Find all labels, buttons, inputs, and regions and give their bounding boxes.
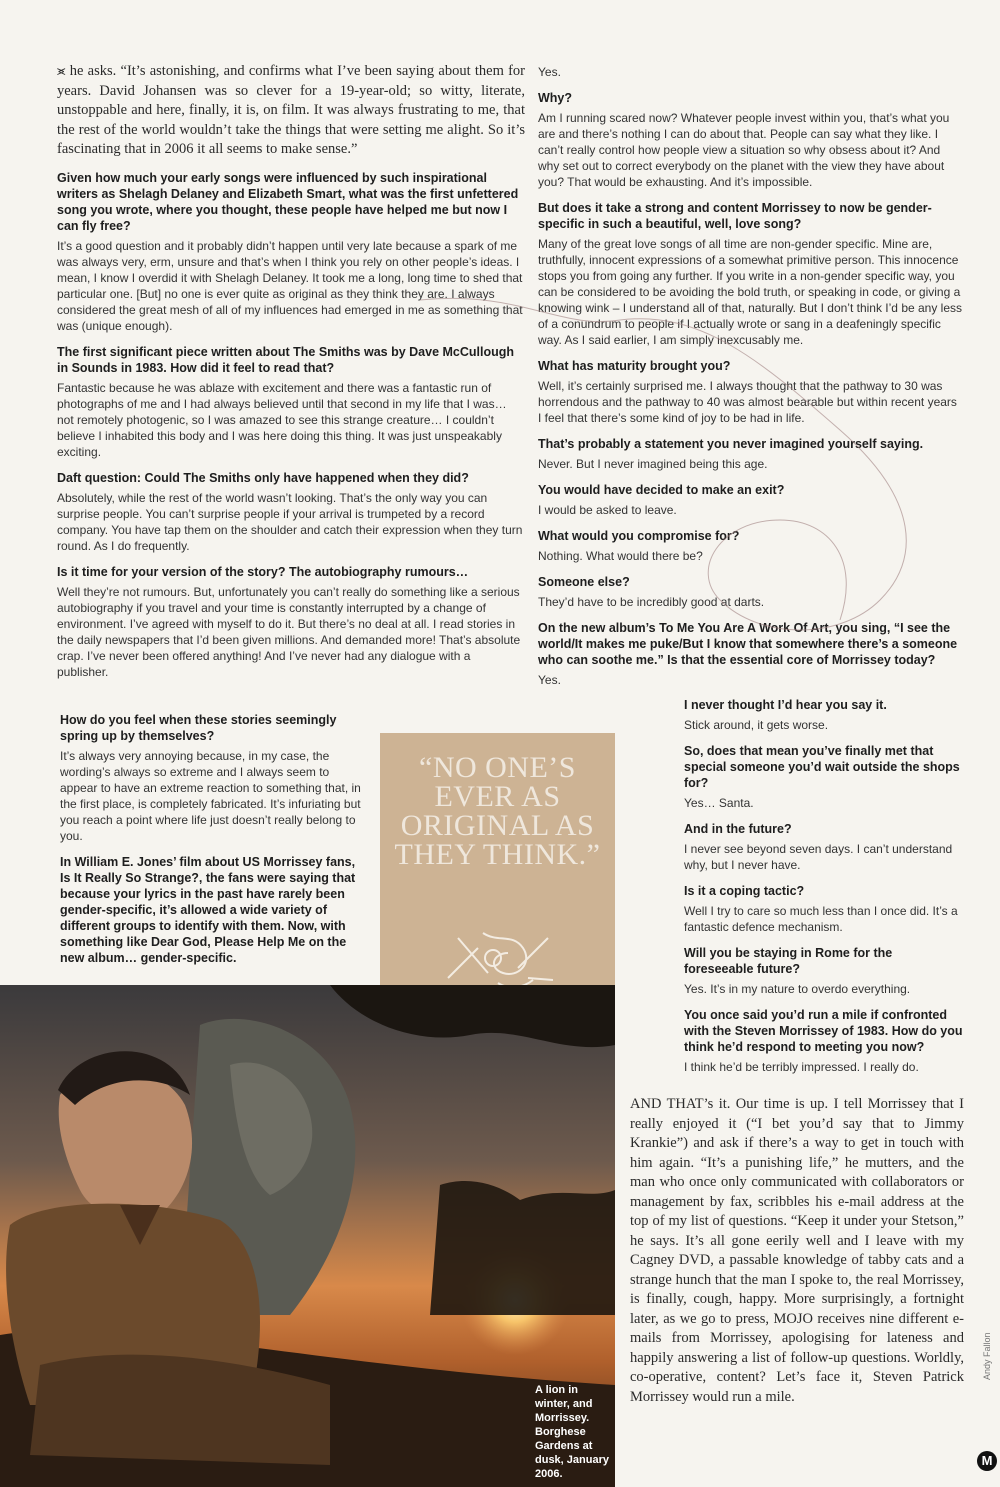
question: Someone else? [538, 575, 630, 589]
answer: Stick around, it gets worse. [684, 718, 829, 732]
answer: They’d have to be incredibly good at darts. [538, 595, 765, 609]
left-narrow-column [60, 712, 365, 970]
question: That’s probably a statement you never imagined yourself saying. [538, 437, 924, 451]
left-qa-list [57, 170, 525, 680]
photo-credit: Andy Fallon [982, 1332, 992, 1380]
answer: Yes… Santa. [684, 796, 754, 810]
question: Will you be staying in Rome for the foreseeable future? [684, 946, 893, 976]
right-column [538, 64, 963, 698]
pull-quote: “NO ONE’S EVER AS ORIGINAL AS THEY THINK.” [394, 751, 601, 871]
question: Daft question: Could The Smiths only have happened when they did? [57, 470, 469, 485]
photo-illustration [0, 985, 615, 1487]
right-narrow-column [630, 697, 965, 1417]
answer: It’s always very annoying because, in my case, the wording’s always so extreme and I always seem to appear to have an extreme reaction to something that, in the first place, is completely fabricated. It’s infuriating but you reach a point where life just doesn’t really belong to you. [60, 749, 361, 843]
answer: Fantastic because he was ablaze with excitement and there was a fantastic run of photographs of me and I had always believed until that second in my life that I was… not remotely photogenic, so I was amazed to see this strange creature… I couldn’t believe I inhabited this body and I was here doing this thing. It was just unspeakably exciting. [57, 380, 507, 459]
question: You would have decided to make an exit? [538, 483, 785, 497]
answer: Absolutely, while the rest of the world wasn’t looking. That’s the only way you can surprise people. You can’t surprise people if your arrival is trumpeted by a record company. You have tap them on the shoulder and catch their expression when they turn round. As I do frequently. [57, 490, 523, 553]
question: Is it time for your version of the story? The autobiography rumours… [57, 564, 469, 579]
mojo-logo: M [977, 1451, 997, 1471]
answer: Many of the great love songs of all time are non-gender specific. Mine are, truthfully, innocent expressions of a somewhat primitive person. This innocence stops you from going any further. If you write in a non-gender specific way, you can be considered to be avoiding the bold truth, or speaking in code, or giving a knowing wink – I understand all of that, naturally. But I don’t think I’d be any less of a conundrum to people if I actually wrote or sang in a deafeningly specific way. As I said earlier, I am simply inexcusably me. [538, 237, 963, 347]
question: So, does that mean you’ve finally met that special someone you’d wait outside the shops for? [684, 744, 960, 790]
question: And in the future? [684, 822, 792, 836]
answer: Well, it’s certainly surprised me. I always thought that the pathway to 30 was horrendous and the pathway to 40 was almost bearable but within recent years I feel that there’s some kind of joy to be had in life. [538, 379, 957, 425]
lead-paragraph-text: he asks. “It’s astonishing, and confirms what I’ve been saying about them for years. David Johansen was so clever for a 19-year-old; so witty, literate, unstoppable and here, finally, it is, on film. It was always frustrating to me, that the rest of the world wouldn’t take the things that were setting me alight. So it’s fascinating that in 2006 it all seems to make sense.” [57, 63, 526, 157]
question: You once said you’d run a mile if confronted with the Steven Morrissey of 1983. How do you think he’d respond to meeting you now? [684, 1008, 963, 1054]
right-narrow-qa-list [630, 697, 965, 1075]
answer: Yes. [538, 673, 561, 687]
question: I never thought I’d hear you say it. [684, 698, 887, 712]
answer: Yes. [538, 65, 561, 79]
answer: I never see beyond seven days. I can’t understand why, but I never have. [684, 842, 953, 872]
closing-paragraph: AND THAT’s it. Our time is up. I tell Morrissey that I really enjoyed it (“I bet you’d say that to Jimmy Krankie”) and ask if there’s a way to get in touch with him again. “It’s a punishing life,” he mutters, and the man who once only communicated with collaborators or management by fax, scribbles his e-mail address at the top of my list of questions. “Keep it under your Stetson,” he says. It’s all gone eerily well and I leave with my Cagney DVD, a passable knowledge of tabby cats and a strange hunch that the man I spoke to, the real Morrissey, is finally, cough, happy. More surprisingly, a fortnight later, as we go to press, MOJO receives nine different e-mails from Morrissey, apologising for lateness and happily answering a list of follow-up questions. Worldly, co-operative, content? Let’s face it, Steven Patrick Morrissey would run a mile. [630, 1096, 964, 1405]
answer: Never. But I never imagined being this age. [538, 457, 768, 471]
answer: Well they’re not rumours. But, unfortunately you can’t really do something like a serious autobiography if you travel and your time is constantly interrupted by a change of environment. I’ve agreed with myself to do it. But there’s no deal at all. I read stories in the daily newspapers that I’d been given millions. And demanded more! That’s absolute crap. I’ve never been offered anything! And I’ve never had any dialogue with a publisher. [57, 584, 521, 679]
question: On the new album’s To Me You Are A Work Of Art, you sing, “I see the world/It makes me puke/But I know that somewhere there’s a someone who can soothe me.” Is that the essential core of Morrissey today? [538, 621, 958, 667]
answer: Nothing. What would there be? [538, 549, 703, 563]
question: Why? [538, 91, 573, 105]
pull-quote-box [380, 733, 615, 1011]
answer: It’s a good question and it probably didn’t happen until very late because a spark of me was always very, erm, unsure and that’s when I think you rely on other people’s ideas. I mean, I know I overdid it with Shelagh Delaney. It took me a long, long time to shed that particular one. [But] no one is ever quite as original as they think they are. I always considered the great mesh of all of my influences had emerged in me as something that was (unique enough). [57, 238, 523, 333]
answer: Well I try to care so much less than I once did. It’s a fantastic defence mechanism. [684, 904, 958, 934]
final-question: In William E. Jones’ film about US Morrissey fans, Is It Really So Strange?, the fans were saying that because your lyrics in the past have rarely been gender-specific, it’s allowed a wide variety of different groups to identify with them. Now, with something like Dear God, Please Help Me on the new album… gender-specific. [60, 855, 356, 965]
morrissey-photo [0, 985, 615, 1487]
left-column [57, 62, 525, 690]
answer: I think he’d be terribly impressed. I really do. [684, 1060, 919, 1074]
answer: I would be asked to leave. [538, 503, 677, 517]
right-qa-list [538, 64, 963, 688]
answer: Yes. It’s in my nature to overdo everything. [684, 982, 911, 996]
photo-caption: A lion in winter, and Morrissey. Borghese Gardens at dusk, January 2006. [535, 1384, 609, 1480]
question: Given how much your early songs were influenced by such inspirational writers as Shelagh Delaney and Elizabeth Smart, what was the first unfettered song you wrote, where you thought, these people have helped me but now I can fly free? [57, 170, 519, 233]
question: The first significant piece written about The Smiths was by Dave McCullough in Sounds in 1983. How did it feel to read that? [57, 344, 515, 375]
question: How do you feel when these stories seemingly spring up by themselves? [60, 713, 337, 743]
question: What would you compromise for? [538, 529, 740, 543]
question: But does it take a strong and content Morrissey to now be gender-specific in such a beautiful, well, love song? [538, 201, 932, 231]
continuation-arrow-icon: ⪤ [57, 64, 66, 79]
left-narrow-qa-list [60, 712, 365, 844]
question: Is it a coping tactic? [684, 884, 805, 898]
answer: Am I running scared now? Whatever people invest within you, that’s what you are and there’s nothing I can do about that. People can say what they like. I can’t really control how people view a situation so why obsess about it? And why set out to correct everybody on the planet with the view they have about you? That would be exhausting. And it’s impossible. [538, 111, 950, 189]
question: What has maturity brought you? [538, 359, 731, 373]
lead-paragraph [57, 62, 525, 160]
